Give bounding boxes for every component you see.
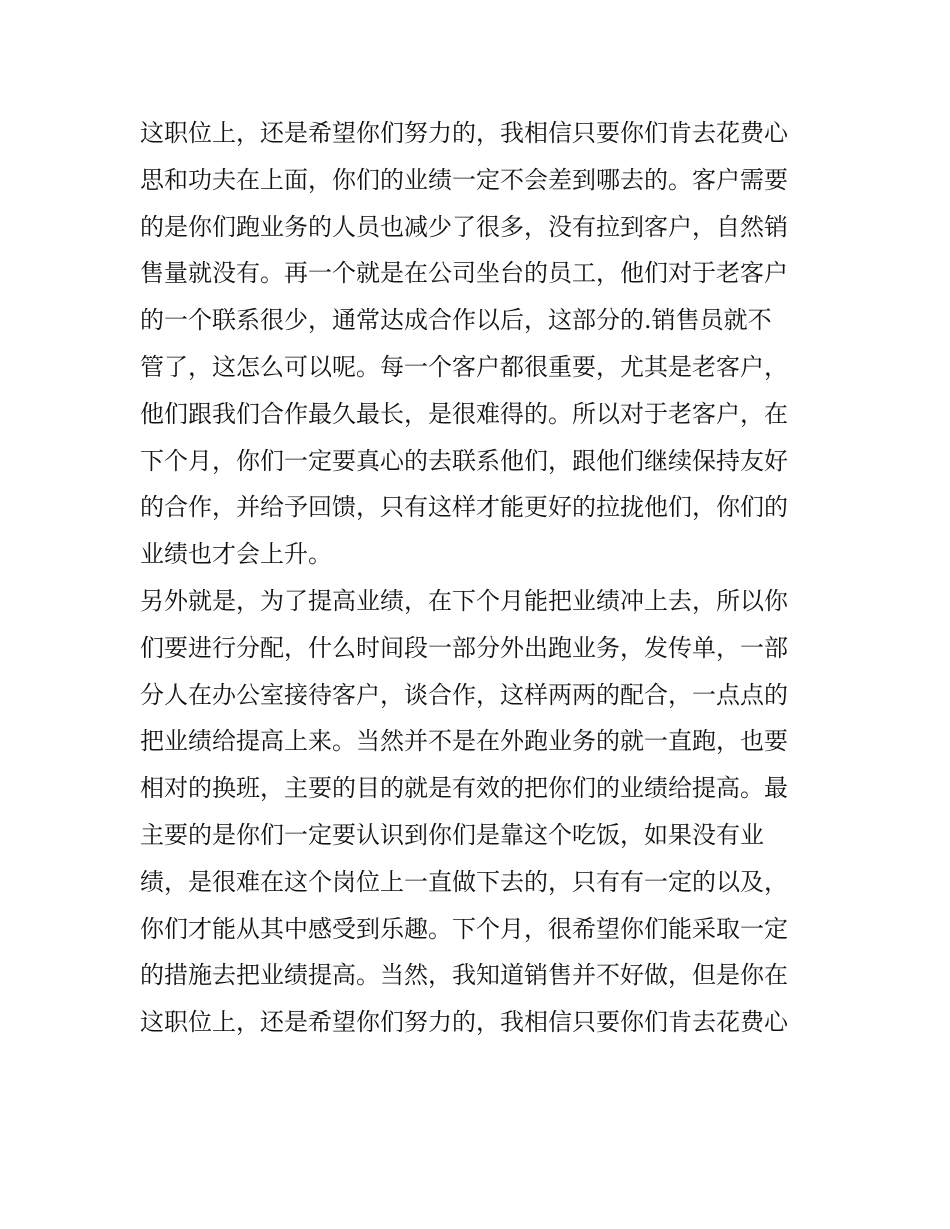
text-line: 相对的换班，主要的目的就是有效的把你们的业绩给提高。最: [140, 774, 788, 803]
text-line: 的合作，并给予回馈，只有这样才能更好的拉拢他们，你们的: [140, 493, 788, 522]
text-line: 主要的是你们一定要认识到你们是靠这个吃饭，如果没有业: [140, 820, 764, 849]
body-text: [140, 110, 820, 1046]
text-line: 这职位上，还是希望你们努力的，我相信只要你们肯去花费心: [140, 1008, 788, 1037]
text-line: 下个月，你们一定要真心的去联系他们，跟他们继续保持友好: [140, 446, 788, 475]
text-line: 你们才能从其中感受到乐趣。下个月，很希望你们能采取一定: [140, 914, 788, 943]
text-line: 分人在办公室接待客户，谈合作，这样两两的配合，一点点的: [140, 680, 788, 709]
text-line: 的措施去把业绩提高。当然，我知道销售并不好做，但是你在: [140, 961, 788, 990]
text-line: 业绩也才会上升。: [140, 540, 332, 569]
text-line: 们要进行分配，什么时间段一部分外出跑业务，发传单，一部: [140, 633, 788, 662]
text-line: 这职位上，还是希望你们努力的，我相信只要你们肯去花费心: [140, 119, 788, 147]
text-line: 售量就没有。再一个就是在公司坐台的员工，他们对于老客户: [140, 259, 788, 288]
text-line: 的一个联系很少，通常达成合作以后，这部分的.销售员就不: [140, 306, 772, 335]
text-line: 思和功夫在上面，你们的业绩一定不会差到哪去的。客户需要: [140, 165, 788, 194]
text-line: 绩，是很难在这个岗位上一直做下去的，只有有一定的以及，: [140, 867, 788, 896]
text-line: 另外就是，为了提高业绩，在下个月能把业绩冲上去，所以你: [140, 586, 788, 615]
text-line: 他们跟我们合作最久最长，是很难得的。所以对于老客户，在: [140, 399, 788, 428]
text-line: 把业绩给提高上来。当然并不是在外跑业务的就一直跑，也要: [140, 727, 788, 756]
text-line: 的是你们跑业务的人员也减少了很多，没有拉到客户，自然销: [140, 212, 788, 241]
text-line: 管了，这怎么可以呢。每一个客户都很重要，尤其是老客户，: [140, 352, 788, 381]
